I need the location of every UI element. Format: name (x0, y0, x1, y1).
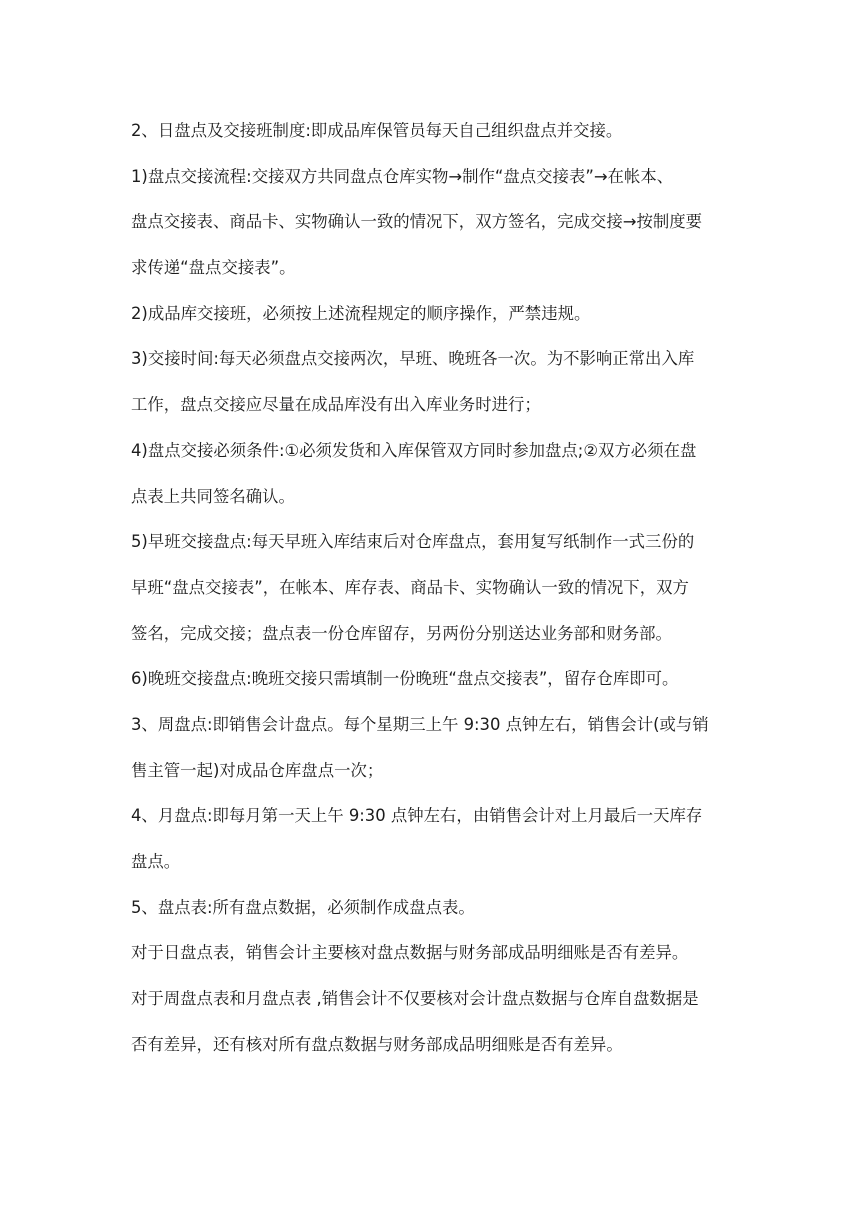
text-line: 对于日盘点表，销售会计主要核对盘点数据与财务部成品明细账是否有差异。 (131, 943, 689, 963)
text-line: 3、周盘点:即销售会计盘点。每个星期三上午 9:30 点钟左右，销售会计(或与销 (131, 714, 709, 734)
document-body (131, 108, 751, 1067)
text-line: 盘点交接表、商品卡、实物确认一致的情况下，双方签名，完成交接→按制度要 (131, 212, 703, 232)
text-line: 签名，完成交接；盘点表一份仓库留存，另两份分别送达业务部和财务部。 (131, 623, 672, 643)
text-line: 4、月盘点:即每月第一天上午 9:30 点钟左右，由销售会计对上月最后一天库存 (131, 806, 703, 826)
text-line: 否有差异，还有核对所有盘点数据与财务部成品明细账是否有差异。 (131, 1034, 623, 1054)
text-line: 5)早班交接盘点:每天早班入库结束后对仓库盘点，套用复写纸制作一式三份的 (131, 532, 695, 552)
text-line: 1)盘点交接流程:交接双方共同盘点仓库实物→制作“盘点交接表”→在帐本、 (131, 166, 674, 186)
text-line: 3)交接时间:每天必须盘点交接两次，早班、晚班各一次。为不影响正常出入库 (131, 349, 695, 369)
text-line: 早班“盘点交接表”，在帐本、库存表、商品卡、实物确认一致的情况下，双方 (131, 577, 689, 597)
text-line: 求传递“盘点交接表”。 (131, 258, 296, 278)
text-line: 点表上共同签名确认。 (131, 486, 295, 506)
text-line: 对于周盘点表和月盘点表 ,销售会计不仅要核对会计盘点数据与仓库自盘数据是 (131, 989, 699, 1009)
text-line: 2、日盘点及交接班制度:即成品库保管员每天自己组织盘点并交接。 (131, 121, 623, 140)
text-line: 5、盘点表:所有盘点数据，必须制作成盘点表。 (131, 897, 475, 917)
text-line: 4)盘点交接必须条件:①必须发货和入库保管双方同时参加盘点;②双方必须在盘 (131, 440, 697, 460)
text-line: 售主管一起)对成品仓库盘点一次； (131, 760, 384, 780)
text-line: 6)晚班交接盘点:晚班交接只需填制一份晚班“盘点交接表”，留存仓库即可。 (131, 669, 679, 689)
text-line: 盘点。 (131, 852, 181, 871)
text-line: 工作，盘点交接应尽量在成品库没有出入库业务时进行； (131, 395, 541, 415)
text-line: 2)成品库交接班，必须按上述流程规定的顺序操作，严禁违规。 (131, 303, 591, 323)
